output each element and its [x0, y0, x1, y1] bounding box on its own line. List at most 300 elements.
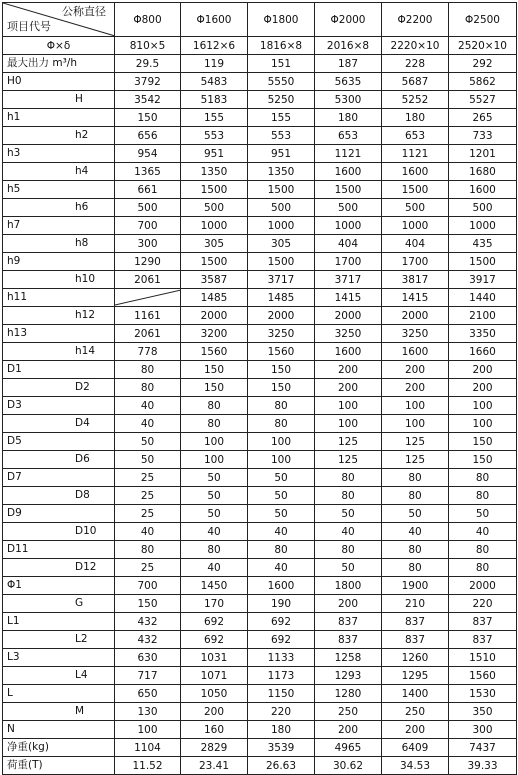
value-cell: 1365: [115, 163, 181, 181]
value-cell: 250: [382, 703, 449, 721]
value-cell: 1560: [181, 343, 248, 361]
value-cell: 700: [115, 577, 181, 595]
value-cell: 837: [382, 613, 449, 631]
row-label: D7: [7, 471, 22, 483]
value-cell: 6409: [382, 739, 449, 757]
value-cell: 432: [115, 631, 181, 649]
value-cell: 1071: [181, 667, 248, 685]
value-cell: 265: [449, 109, 517, 127]
value-cell: 39.33: [449, 757, 517, 775]
value-cell: 80: [382, 541, 449, 559]
value-cell: 837: [449, 631, 517, 649]
value-cell: 692: [181, 631, 248, 649]
row-label-cell: [3, 307, 115, 325]
value-cell: 100: [181, 433, 248, 451]
row-label-cell: [3, 703, 115, 721]
value-cell: 80: [181, 541, 248, 559]
value-cell: 210: [382, 595, 449, 613]
table-row: [3, 649, 517, 667]
value-cell: 656: [115, 127, 181, 145]
row-label: h10: [75, 273, 96, 285]
row-label-cell: [3, 523, 115, 541]
value-cell: 200: [315, 721, 382, 739]
value-cell: 1816×8: [248, 37, 315, 55]
row-label: L4: [75, 669, 88, 681]
table-row: [3, 73, 517, 91]
value-cell: 50: [181, 505, 248, 523]
value-cell: 1485: [248, 289, 315, 307]
table-row: [3, 685, 517, 703]
value-cell: 200: [315, 595, 382, 613]
value-cell: 1150: [248, 685, 315, 703]
value-cell: 1600: [248, 577, 315, 595]
value-cell: 150: [115, 109, 181, 127]
row-label: D5: [7, 435, 22, 447]
value-cell: 1560: [248, 343, 315, 361]
value-cell: 2520×10: [449, 37, 517, 55]
row-label: D1: [7, 363, 22, 375]
value-cell: 80: [181, 415, 248, 433]
row-label-cell: [3, 433, 115, 451]
value-cell: 810×5: [115, 37, 181, 55]
row-label: H: [75, 93, 83, 105]
value-cell: 40: [248, 559, 315, 577]
value-cell: 3250: [248, 325, 315, 343]
value-cell: 1500: [449, 253, 517, 271]
row-label-cell: [3, 289, 115, 307]
value-cell: 150: [449, 451, 517, 469]
value-cell: 50: [315, 505, 382, 523]
value-cell: 50: [382, 505, 449, 523]
value-cell: 5550: [248, 73, 315, 91]
row-label: h13: [7, 327, 28, 339]
row-label-cell: [3, 559, 115, 577]
value-cell: 200: [382, 361, 449, 379]
table-row: [3, 289, 517, 307]
value-cell: 3250: [382, 325, 449, 343]
value-cell: 1600: [315, 343, 382, 361]
table-row: [3, 361, 517, 379]
value-cell: 1121: [382, 145, 449, 163]
table-row: [3, 451, 517, 469]
value-cell: 119: [181, 55, 248, 73]
value-cell: 180: [248, 721, 315, 739]
value-cell: 432: [115, 613, 181, 631]
row-label: h4: [75, 165, 89, 177]
row-label-cell: [3, 505, 115, 523]
value-cell: 80: [315, 469, 382, 487]
table-row: [3, 235, 517, 253]
table-row: [3, 703, 517, 721]
value-cell: 80: [248, 415, 315, 433]
value-cell: 553: [181, 127, 248, 145]
row-label: D2: [75, 381, 90, 393]
table-row: [3, 37, 517, 55]
row-label: h7: [7, 219, 21, 231]
row-label-cell: [3, 487, 115, 505]
row-label-cell: [3, 361, 115, 379]
empty-slash-cell: [115, 289, 181, 307]
value-cell: 2000: [449, 577, 517, 595]
row-label: D6: [75, 453, 90, 465]
row-label-cell: [3, 127, 115, 145]
value-cell: 5862: [449, 73, 517, 91]
value-cell: 40: [449, 523, 517, 541]
row-label: L2: [75, 633, 88, 645]
value-cell: 5483: [181, 73, 248, 91]
row-label-cell: [3, 757, 115, 775]
value-cell: 50: [181, 487, 248, 505]
value-cell: 80: [315, 487, 382, 505]
value-cell: 80: [449, 469, 517, 487]
row-label: D9: [7, 507, 22, 519]
value-cell: 25: [115, 505, 181, 523]
spec-table-sheet: [2, 2, 516, 775]
row-label: 荷重(T): [7, 759, 43, 771]
value-cell: 500: [115, 199, 181, 217]
value-cell: 30.62: [315, 757, 382, 775]
table-row: [3, 253, 517, 271]
value-cell: 5250: [248, 91, 315, 109]
value-cell: 80: [181, 397, 248, 415]
row-label: h2: [75, 129, 89, 141]
row-label-cell: [3, 91, 115, 109]
table-row: [3, 469, 517, 487]
row-label: h12: [75, 309, 96, 321]
value-cell: 23.41: [181, 757, 248, 775]
value-cell: 2000: [315, 307, 382, 325]
value-cell: 951: [248, 145, 315, 163]
value-cell: 5300: [315, 91, 382, 109]
value-cell: 692: [248, 631, 315, 649]
value-cell: 1560: [449, 667, 517, 685]
row-label-cell: [3, 145, 115, 163]
value-cell: 100: [382, 415, 449, 433]
value-cell: 125: [382, 433, 449, 451]
value-cell: 1700: [382, 253, 449, 271]
value-cell: 3717: [248, 271, 315, 289]
row-label: h1: [7, 111, 21, 123]
table-row: [3, 415, 517, 433]
value-cell: 80: [449, 559, 517, 577]
table-row: [3, 379, 517, 397]
value-cell: 2100: [449, 307, 517, 325]
value-cell: 1133: [248, 649, 315, 667]
value-cell: 3539: [248, 739, 315, 757]
value-cell: 1600: [382, 163, 449, 181]
value-cell: 40: [115, 523, 181, 541]
value-cell: 1500: [181, 253, 248, 271]
value-cell: 837: [382, 631, 449, 649]
value-cell: 7437: [449, 739, 517, 757]
row-label-cell: [3, 253, 115, 271]
row-label-cell: [3, 181, 115, 199]
row-label: L3: [7, 651, 20, 663]
value-cell: 100: [315, 397, 382, 415]
value-cell: 100: [449, 397, 517, 415]
value-cell: 2016×8: [315, 37, 382, 55]
row-label-cell: [3, 613, 115, 631]
value-cell: 150: [181, 379, 248, 397]
value-cell: 1510: [449, 649, 517, 667]
value-cell: 837: [315, 631, 382, 649]
value-cell: 155: [248, 109, 315, 127]
table-row: [3, 55, 517, 73]
row-label-cell: [3, 343, 115, 361]
value-cell: 1500: [248, 253, 315, 271]
value-cell: 150: [248, 379, 315, 397]
row-label-cell: [3, 199, 115, 217]
value-cell: 3542: [115, 91, 181, 109]
value-cell: 1293: [315, 667, 382, 685]
row-label-cell: [3, 541, 115, 559]
value-cell: 40: [382, 523, 449, 541]
value-cell: 80: [115, 361, 181, 379]
value-cell: 100: [449, 415, 517, 433]
row-label-cell: [3, 649, 115, 667]
value-cell: 180: [382, 109, 449, 127]
value-cell: 130: [115, 703, 181, 721]
table-row: [3, 667, 517, 685]
row-label-cell: [3, 397, 115, 415]
value-cell: 100: [248, 433, 315, 451]
value-cell: 500: [181, 199, 248, 217]
row-label: N: [7, 723, 15, 735]
value-cell: 80: [382, 469, 449, 487]
value-cell: 3717: [315, 271, 382, 289]
value-cell: 2061: [115, 271, 181, 289]
value-cell: 1800: [315, 577, 382, 595]
row-label: Φ1: [7, 579, 22, 591]
value-cell: 150: [449, 433, 517, 451]
value-cell: 220: [449, 595, 517, 613]
row-label: D3: [7, 399, 22, 411]
value-cell: 435: [449, 235, 517, 253]
row-label: 最大出力 m³/h: [7, 57, 77, 69]
table-row: [3, 217, 517, 235]
value-cell: 837: [315, 613, 382, 631]
value-cell: 1500: [181, 181, 248, 199]
slash-line: [115, 289, 181, 306]
value-cell: 150: [115, 595, 181, 613]
value-cell: 404: [315, 235, 382, 253]
value-cell: 200: [315, 361, 382, 379]
value-cell: 40: [115, 397, 181, 415]
value-cell: 1000: [382, 217, 449, 235]
row-label-cell: [3, 379, 115, 397]
value-cell: 553: [248, 127, 315, 145]
value-cell: 500: [248, 199, 315, 217]
table-row: [3, 505, 517, 523]
value-cell: 40: [181, 559, 248, 577]
value-cell: 50: [449, 505, 517, 523]
column-header: Φ800: [115, 3, 181, 37]
value-cell: 305: [181, 235, 248, 253]
value-cell: 5183: [181, 91, 248, 109]
value-cell: 2000: [382, 307, 449, 325]
value-cell: 125: [315, 433, 382, 451]
value-cell: 151: [248, 55, 315, 73]
value-cell: 733: [449, 127, 517, 145]
table-row: [3, 631, 517, 649]
value-cell: 25: [115, 487, 181, 505]
value-cell: 1500: [382, 181, 449, 199]
value-cell: 25: [115, 559, 181, 577]
value-cell: 1290: [115, 253, 181, 271]
table-row: [3, 181, 517, 199]
value-cell: 50: [181, 469, 248, 487]
table-row: [3, 163, 517, 181]
value-cell: 2220×10: [382, 37, 449, 55]
row-label-cell: [3, 577, 115, 595]
value-cell: 2829: [181, 739, 248, 757]
value-cell: 500: [449, 199, 517, 217]
value-cell: 717: [115, 667, 181, 685]
row-label: Φ×δ: [46, 39, 71, 52]
value-cell: 653: [315, 127, 382, 145]
value-cell: 34.53: [382, 757, 449, 775]
value-cell: 1173: [248, 667, 315, 685]
value-cell: 1700: [315, 253, 382, 271]
value-cell: 2000: [248, 307, 315, 325]
spec-table: [2, 2, 517, 775]
table-row: [3, 559, 517, 577]
row-label: h11: [7, 291, 28, 303]
column-header: Φ2500: [449, 3, 517, 37]
column-header: Φ2000: [315, 3, 382, 37]
value-cell: 200: [449, 379, 517, 397]
row-label: h6: [75, 201, 89, 213]
row-label-cell: [3, 415, 115, 433]
value-cell: 40: [181, 523, 248, 541]
table-row: [3, 433, 517, 451]
row-label: h8: [75, 237, 89, 249]
value-cell: 292: [449, 55, 517, 73]
value-cell: 155: [181, 109, 248, 127]
value-cell: 1450: [181, 577, 248, 595]
value-cell: 1530: [449, 685, 517, 703]
value-cell: 305: [248, 235, 315, 253]
value-cell: 1258: [315, 649, 382, 667]
value-cell: 26.63: [248, 757, 315, 775]
value-cell: 50: [115, 451, 181, 469]
value-cell: 4965: [315, 739, 382, 757]
table-row: [3, 523, 517, 541]
value-cell: 300: [449, 721, 517, 739]
value-cell: 80: [248, 397, 315, 415]
row-label: L: [7, 687, 13, 699]
row-label: h14: [75, 345, 96, 357]
value-cell: 692: [248, 613, 315, 631]
value-cell: 80: [115, 379, 181, 397]
corner-label-item-code: 项目代号: [7, 20, 51, 33]
table-body: [3, 37, 517, 775]
row-label: D12: [75, 561, 97, 573]
value-cell: 1600: [449, 181, 517, 199]
row-label: M: [75, 705, 85, 717]
value-cell: 80: [315, 541, 382, 559]
table-row: [3, 577, 517, 595]
value-cell: 1600: [315, 163, 382, 181]
value-cell: 1121: [315, 145, 382, 163]
table-row: [3, 487, 517, 505]
value-cell: 150: [248, 361, 315, 379]
value-cell: 954: [115, 145, 181, 163]
value-cell: 650: [115, 685, 181, 703]
value-cell: 1680: [449, 163, 517, 181]
row-label-cell: [3, 109, 115, 127]
value-cell: 300: [115, 235, 181, 253]
row-label-cell: [3, 469, 115, 487]
row-label: G: [75, 597, 84, 609]
value-cell: 50: [315, 559, 382, 577]
value-cell: 80: [382, 487, 449, 505]
table-row: [3, 613, 517, 631]
value-cell: 500: [315, 199, 382, 217]
row-label-cell: [3, 217, 115, 235]
value-cell: 40: [115, 415, 181, 433]
row-label: D8: [75, 489, 90, 501]
table-row: [3, 145, 517, 163]
value-cell: 5527: [449, 91, 517, 109]
row-label: L1: [7, 615, 20, 627]
value-cell: 250: [315, 703, 382, 721]
row-label-cell: [3, 685, 115, 703]
value-cell: 5252: [382, 91, 449, 109]
value-cell: 1415: [382, 289, 449, 307]
value-cell: 200: [315, 379, 382, 397]
row-label-cell: [3, 739, 115, 757]
column-header: Φ1800: [248, 3, 315, 37]
value-cell: 80: [248, 541, 315, 559]
value-cell: 200: [449, 361, 517, 379]
row-label: h3: [7, 147, 21, 159]
value-cell: 29.5: [115, 55, 181, 73]
value-cell: 1280: [315, 685, 382, 703]
value-cell: 1050: [181, 685, 248, 703]
value-cell: 661: [115, 181, 181, 199]
value-cell: 1260: [382, 649, 449, 667]
value-cell: 160: [181, 721, 248, 739]
table-row: [3, 271, 517, 289]
value-cell: 50: [115, 433, 181, 451]
row-label-cell: [3, 595, 115, 613]
value-cell: 3250: [315, 325, 382, 343]
row-label-cell: [3, 271, 115, 289]
table-row: [3, 127, 517, 145]
value-cell: 1031: [181, 649, 248, 667]
value-cell: 190: [248, 595, 315, 613]
value-cell: 125: [315, 451, 382, 469]
value-cell: 125: [382, 451, 449, 469]
value-cell: 200: [382, 379, 449, 397]
row-label-cell: [3, 451, 115, 469]
row-label: H0: [7, 75, 22, 87]
value-cell: 1440: [449, 289, 517, 307]
row-label-cell: [3, 37, 115, 55]
value-cell: 1104: [115, 739, 181, 757]
row-label-cell: [3, 631, 115, 649]
table-row: [3, 757, 517, 775]
value-cell: 1612×6: [181, 37, 248, 55]
row-label-cell: [3, 163, 115, 181]
table-row: [3, 721, 517, 739]
value-cell: 100: [181, 451, 248, 469]
corner-label-nominal-diameter: 公称直径: [62, 5, 106, 18]
value-cell: 692: [181, 613, 248, 631]
value-cell: 170: [181, 595, 248, 613]
value-cell: 350: [449, 703, 517, 721]
